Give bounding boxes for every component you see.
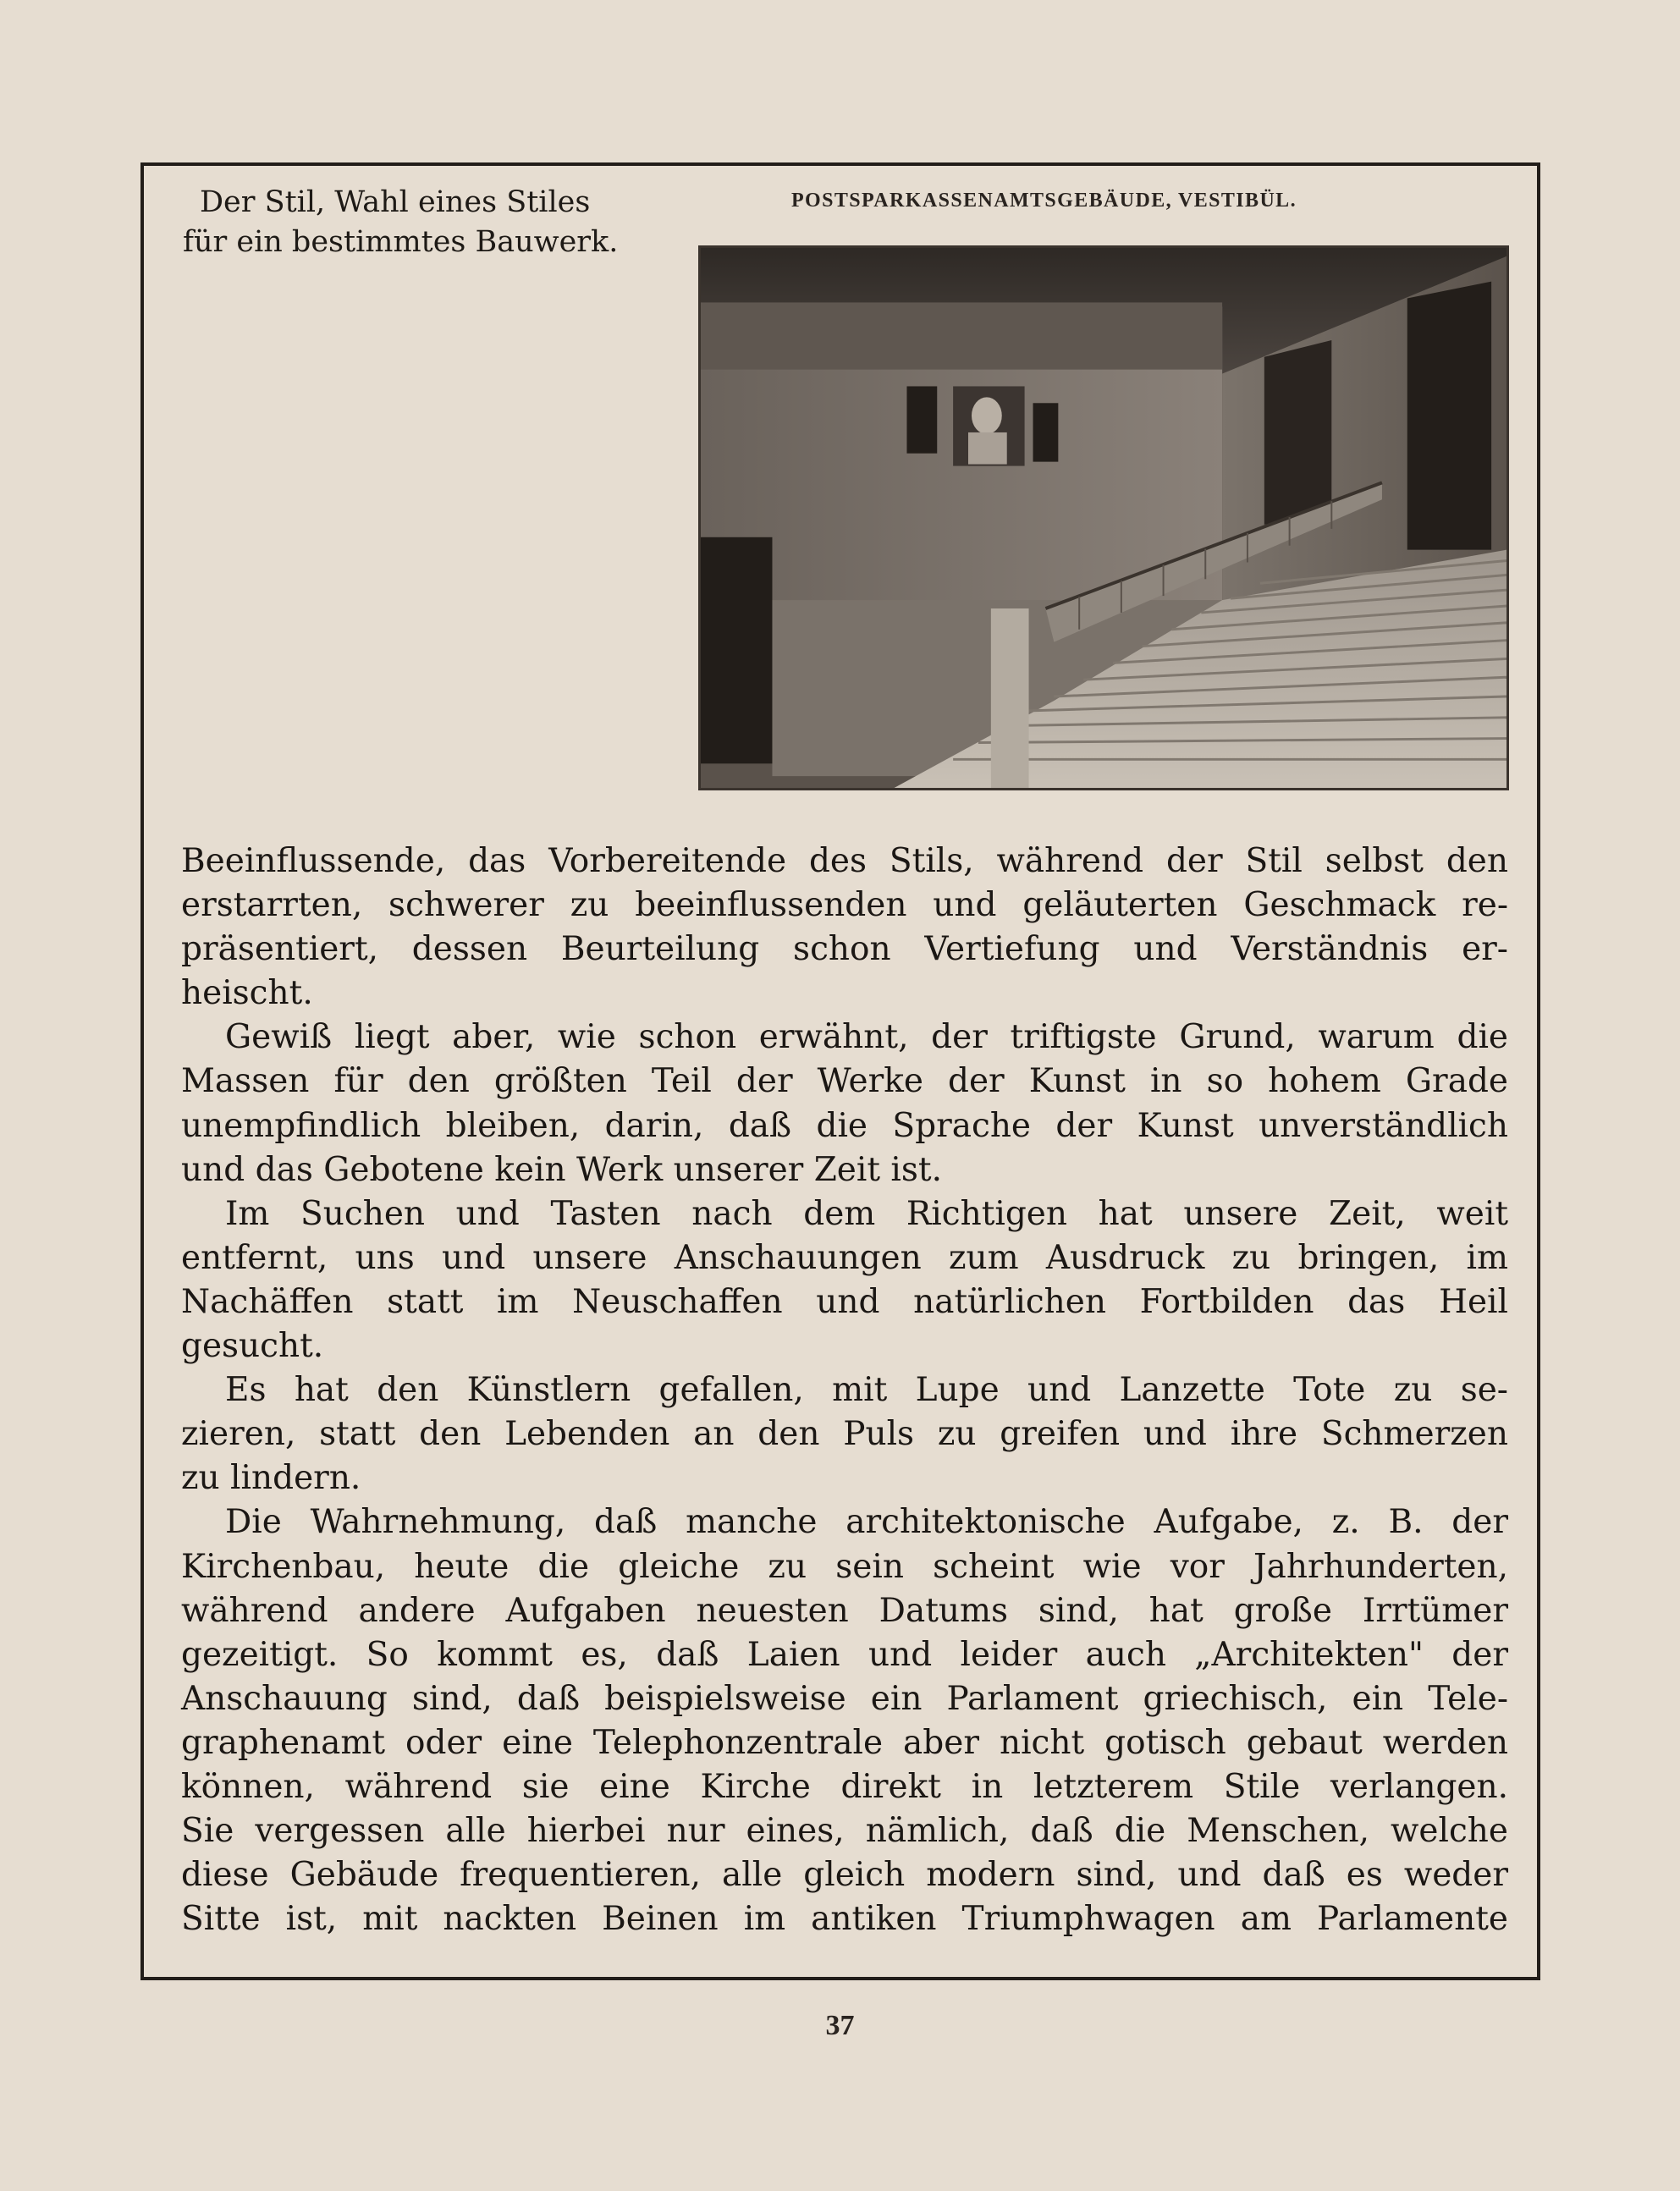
body-line: Die Wahrnehmung, daß manche architektonische Aufgabe, z. B. der (225, 1503, 1508, 1542)
vestibule-photograph (698, 245, 1509, 790)
body-line: können, während sie eine Kirche direkt in letzterem Stile verlangen. (181, 1767, 1508, 1806)
body-line: während andere Aufgaben neuesten Datums sind, hat große Irrtümer (181, 1591, 1508, 1630)
body-line: heischt. (181, 974, 313, 1013)
body-line: Beeinflussende, das Vorbereitende des Stils, während der Stil selbst den (181, 842, 1508, 880)
marginal-note-line-1: Der Stil, Wahl eines Stiles (200, 185, 591, 219)
body-line: erstarrten, schwerer zu beeinflussenden und geläuterten Geschmack re- (181, 886, 1508, 925)
page-number: 37 (825, 2010, 855, 2041)
body-line: Nachäffen statt im Neuschaffen und natürlichen Fortbilden das Heil (181, 1282, 1508, 1321)
body-line: graphenamt oder eine Telephonzentrale aber nicht gotisch gebaut werden (181, 1723, 1508, 1762)
marginal-note-line-2: für ein bestimmtes Bauwerk. (183, 225, 619, 259)
body-line: gesucht. (181, 1327, 324, 1366)
body-line: unempfindlich bleiben, darin, daß die Sprache der Kunst unverständlich (181, 1106, 1508, 1145)
body-line: diese Gebäude frequentieren, alle gleich modern sind, und daß es weder (181, 1856, 1508, 1895)
body-line: gezeitigt. So kommt es, daß Laien und leider auch „Architekten" der (181, 1635, 1508, 1674)
marginal-note (183, 183, 691, 262)
body-line: Es hat den Künstlern gefallen, mit Lupe und Lanzette Tote zu se- (225, 1371, 1508, 1410)
body-line: Anschauung sind, daß beispielsweise ein Parlament griechisch, ein Tele- (181, 1679, 1508, 1718)
body-line: und das Gebotene kein Werk unserer Zeit ist. (181, 1150, 942, 1189)
vestibule-photo-illustration (701, 248, 1506, 788)
body-line: entfernt, uns und unsere Anschauungen zum Ausdruck zu bringen, im (181, 1238, 1508, 1277)
body-line: Kirchenbau, heute die gleiche zu sein scheint wie vor Jahrhunderten, (181, 1547, 1508, 1586)
body-line: Massen für den größten Teil der Werke der Kunst in so hohem Grade (181, 1062, 1508, 1101)
body-line: präsentiert, dessen Beurteilung schon Vertiefung und Verständnis er- (181, 930, 1508, 969)
body-line: zu lindern. (181, 1459, 361, 1498)
body-line: Sitte ist, mit nackten Beinen im antiken Triumphwagen am Parlamente (181, 1900, 1508, 1939)
body-text (181, 840, 1508, 1941)
body-line: zieren, statt den Lebenden an den Puls zu greifen und ihre Schmerzen (181, 1415, 1508, 1454)
body-line: Im Suchen und Tasten nach dem Richtigen hat unsere Zeit, weit (225, 1194, 1508, 1233)
body-line: Gewiß liegt aber, wie schon erwähnt, der triftigste Grund, warum die (225, 1018, 1508, 1057)
figure-caption: POSTSPARKASSENAMTSGEBÄUDE, VESTIBÜL. (791, 190, 1297, 212)
body-line: Sie vergessen alle hierbei nur eines, nämlich, daß die Menschen, welche (181, 1812, 1508, 1851)
